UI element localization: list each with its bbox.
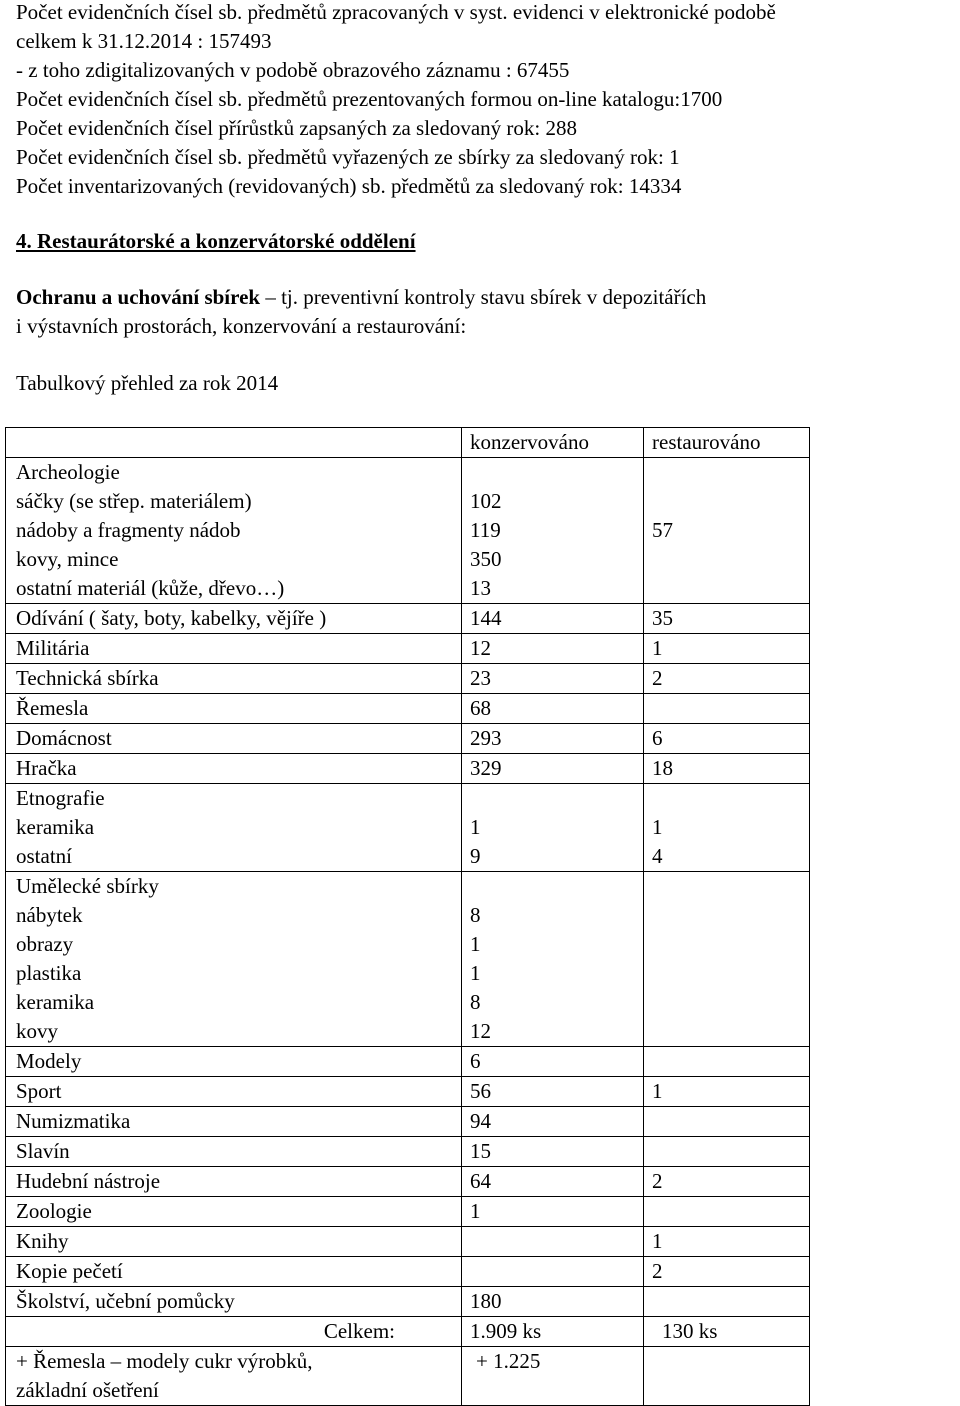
table-row (6, 1227, 810, 1257)
paragraph (16, 283, 956, 341)
value-r: 1 (644, 634, 810, 664)
value-k: 293 (462, 724, 644, 754)
value-r (644, 1287, 810, 1317)
archeologie-labels (6, 458, 462, 604)
value-r: 6 (644, 724, 810, 754)
sub-item: keramika (16, 990, 95, 1014)
value-r: 1 (644, 1077, 810, 1107)
table-row (6, 1107, 810, 1137)
value-cell: 350 (470, 547, 502, 571)
value-k: 23 (462, 664, 644, 694)
row-label: Technická sbírka (6, 664, 462, 694)
table-row-umelecke (6, 872, 810, 1047)
sub-item: keramika (16, 815, 95, 839)
value-cell: 1 (470, 961, 481, 985)
table-row (6, 1047, 810, 1077)
intro-line: Počet evidenčních čísel sb. předmětů vyřazených ze sbírky za sledovaný rok: 1 (16, 145, 680, 169)
group-title: Etnografie (16, 786, 105, 810)
header-konzervovano: konzervováno (462, 428, 644, 458)
value-r: 2 (644, 664, 810, 694)
table-row (6, 604, 810, 634)
table-row-archeologie (6, 458, 810, 604)
intro-block (16, 0, 956, 201)
value-r (644, 1137, 810, 1167)
value-cell: 102 (470, 489, 502, 513)
table-row (6, 1137, 810, 1167)
value-cell: 13 (470, 576, 491, 600)
row-label: Zoologie (6, 1197, 462, 1227)
sub-item: kovy (16, 1019, 58, 1043)
value-r (644, 1197, 810, 1227)
table-row (6, 1287, 810, 1317)
archeologie-restaurovano (644, 458, 810, 604)
intro-line: Počet evidenčních čísel přírůstků zapsaných za sledovaný rok: 288 (16, 116, 577, 140)
etnografie-labels (6, 784, 462, 872)
value-k: 12 (462, 634, 644, 664)
header-blank (6, 428, 462, 458)
table-row (6, 754, 810, 784)
value-r: 1 (644, 1227, 810, 1257)
value-cell: 119 (470, 518, 501, 542)
table-row (6, 664, 810, 694)
row-label: Hračka (6, 754, 462, 784)
value-r: 18 (644, 754, 810, 784)
table-row (6, 634, 810, 664)
value-cell: 8 (470, 903, 481, 927)
table-total-row (6, 1317, 810, 1347)
value-r (644, 1047, 810, 1077)
intro-line: - z toho zdigitalizovaných v podobě obrazového záznamu : 67455 (16, 58, 570, 82)
extra-label (6, 1347, 462, 1406)
row-label: Kopie pečetí (6, 1257, 462, 1287)
row-label: Modely (6, 1047, 462, 1077)
table-extra-row (6, 1347, 810, 1406)
value-cell: 12 (470, 1019, 491, 1043)
sub-item: obrazy (16, 932, 74, 956)
value-cell: 1 (470, 815, 481, 839)
row-label: Hudební nástroje (6, 1167, 462, 1197)
value-r: 2 (644, 1257, 810, 1287)
sub-item: ostatní (16, 844, 72, 868)
extra-restaurovano (644, 1347, 810, 1406)
sub-item: plastika (16, 961, 82, 985)
value-cell: 57 (652, 518, 673, 542)
section-heading: 4. Restaurátorské a konzervátorské oddělení (16, 229, 416, 253)
value-k (462, 1257, 644, 1287)
total-konzervovano: 1.909 ks (462, 1317, 644, 1347)
collections-table (5, 427, 810, 1406)
sub-item: nábytek (16, 903, 83, 927)
value-k: 64 (462, 1167, 644, 1197)
group-title: Archeologie (16, 460, 120, 484)
value-cell: 1 (652, 815, 663, 839)
umelecke-konzervovano (462, 872, 644, 1047)
value-cell: 1 (470, 932, 481, 956)
value-k: 180 (462, 1287, 644, 1317)
row-label: Militária (6, 634, 462, 664)
intro-line: Počet inventarizovaných (revidovaných) sb. předmětů za sledovaný rok: 14334 (16, 174, 682, 198)
table-row (6, 1167, 810, 1197)
paragraph-bold-lead: Ochranu a uchování sbírek (16, 285, 261, 309)
sub-item: sáčky (se střep. materiálem) (16, 489, 252, 513)
umelecke-labels (6, 872, 462, 1047)
table-header-row (6, 428, 810, 458)
value-k (462, 1227, 644, 1257)
table-caption: Tabulkový přehled za rok 2014 (16, 371, 279, 395)
value-r: 35 (644, 604, 810, 634)
group-title: Umělecké sbírky (16, 874, 159, 898)
intro-line: Počet evidenčních čísel sb. předmětů zpracovaných v syst. evidenci v elektronické podobě (16, 0, 776, 24)
paragraph-line-1 (16, 283, 956, 312)
row-label: Odívání ( šaty, boty, kabelky, vějíře ) (6, 604, 462, 634)
value-k: 6 (462, 1047, 644, 1077)
sub-item: nádoby a fragmenty nádob (16, 518, 241, 542)
total-label: Celkem: (6, 1317, 462, 1347)
row-label: Numizmatika (6, 1107, 462, 1137)
value-cell: 4 (652, 844, 663, 868)
value-r: 2 (644, 1167, 810, 1197)
table-row (6, 1077, 810, 1107)
intro-line: celkem k 31.12.2014 : 157493 (16, 29, 272, 53)
extra-line-2: základní ošetření (16, 1378, 159, 1402)
table-row-etnografie (6, 784, 810, 872)
paragraph-line-1-rest: – tj. preventivní kontroly stavu sbírek v depozitářích (260, 285, 707, 309)
value-r (644, 1107, 810, 1137)
value-k: 329 (462, 754, 644, 784)
header-restaurovano: restaurováno (644, 428, 810, 458)
extra-line-1: + Řemesla – modely cukr výrobků, (16, 1349, 313, 1373)
row-label: Školství, učební pomůcky (6, 1287, 462, 1317)
value-k: 144 (462, 604, 644, 634)
etnografie-restaurovano (644, 784, 810, 872)
value-r (644, 694, 810, 724)
sub-item: kovy, mince (16, 547, 119, 571)
paragraph-line-2: i výstavních prostorách, konzervování a restaurování: (16, 314, 467, 338)
value-k: 15 (462, 1137, 644, 1167)
row-label: Domácnost (6, 724, 462, 754)
row-label: Řemesla (6, 694, 462, 724)
value-k: 94 (462, 1107, 644, 1137)
row-label: Knihy (6, 1227, 462, 1257)
table-row (6, 724, 810, 754)
total-restaurovano: 130 ks (644, 1317, 810, 1347)
etnografie-konzervovano (462, 784, 644, 872)
value-cell: 8 (470, 990, 481, 1014)
table-row (6, 1197, 810, 1227)
row-label: Sport (6, 1077, 462, 1107)
value-k: 68 (462, 694, 644, 724)
sub-item: ostatní materiál (kůže, dřevo…) (16, 576, 285, 600)
row-label: Slavín (6, 1137, 462, 1167)
umelecke-restaurovano (644, 872, 810, 1047)
archeologie-konzervovano (462, 458, 644, 604)
extra-konzervovano: + 1.225 (462, 1347, 644, 1406)
value-k: 1 (462, 1197, 644, 1227)
table-row (6, 694, 810, 724)
table-row (6, 1257, 810, 1287)
intro-line: Počet evidenčních čísel sb. předmětů prezentovaných formou on-line katalogu:1700 (16, 87, 723, 111)
value-cell: 9 (470, 844, 481, 868)
value-k: 56 (462, 1077, 644, 1107)
